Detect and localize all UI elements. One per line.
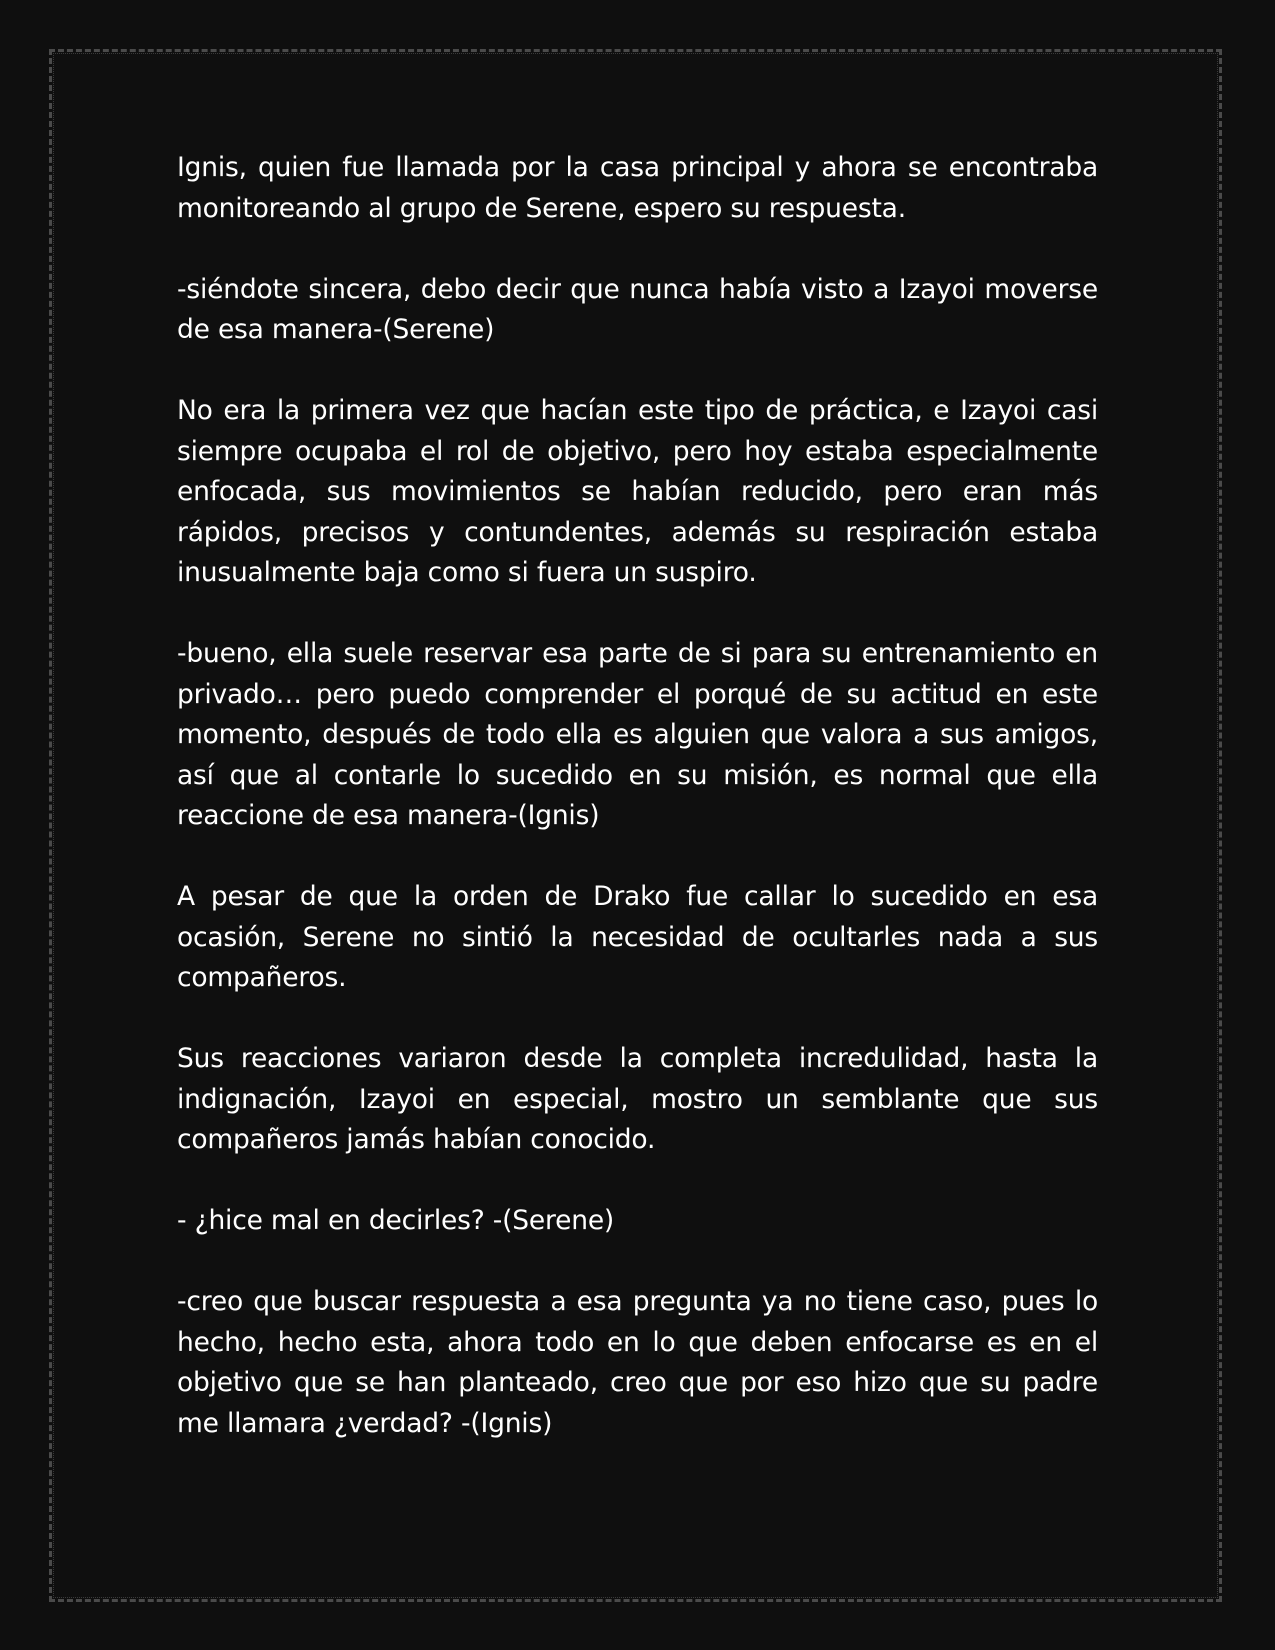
paragraph-3: No era la primera vez que hacían este tipo de práctica, e Izayoi casi siempre ocupaba el rol de objetivo, pero hoy estaba especialmente enfocada, sus movimientos se habían reducido, pero eran más rápidos, precisos y contundentes, además su respiración estaba inusualmente baja como si fuera un suspiro.	[177, 395, 1098, 588]
paragraph-6: Sus reacciones variaron desde la completa incredulidad, hasta la indignación, Izayoi en especial, mostro un semblante que sus compañeros jamás habían conocido.	[177, 1043, 1098, 1155]
paragraph-1: Ignis, quien fue llamada por la casa principal y ahora se encontraba monitoreando al grupo de Serene, espero su respuesta.	[177, 152, 1098, 224]
document-body	[177, 148, 1098, 1485]
paragraph-5: A pesar de que la orden de Drako fue callar lo sucedido en esa ocasión, Serene no sintió la necesidad de ocultarles nada a sus compañeros.	[177, 881, 1098, 993]
paragraph-2: -siéndote sincera, debo decir que nunca había visto a Izayoi moverse de esa manera-(Serene)	[177, 273, 1098, 345]
paragraph-8: -creo que buscar respuesta a esa pregunta ya no tiene caso, pues lo hecho, hecho esta, ahora todo en lo que deben enfocarse es en el objetivo que se han planteado, creo que por eso hizo que su padre me llamara ¿verdad? -(Ignis)	[177, 1286, 1098, 1439]
paragraph-7: - ¿hice mal en decirles? -(Serene)	[177, 1205, 615, 1236]
paragraph-4: -bueno, ella suele reservar esa parte de si para su entrenamiento en privado… pero puedo comprender el porqué de su actitud en este momento, después de todo ella es alguien que valora a sus amigos, así que al contarle lo sucedido en su misión, es normal que ella reaccione de esa manera-(Ignis)	[177, 638, 1098, 831]
